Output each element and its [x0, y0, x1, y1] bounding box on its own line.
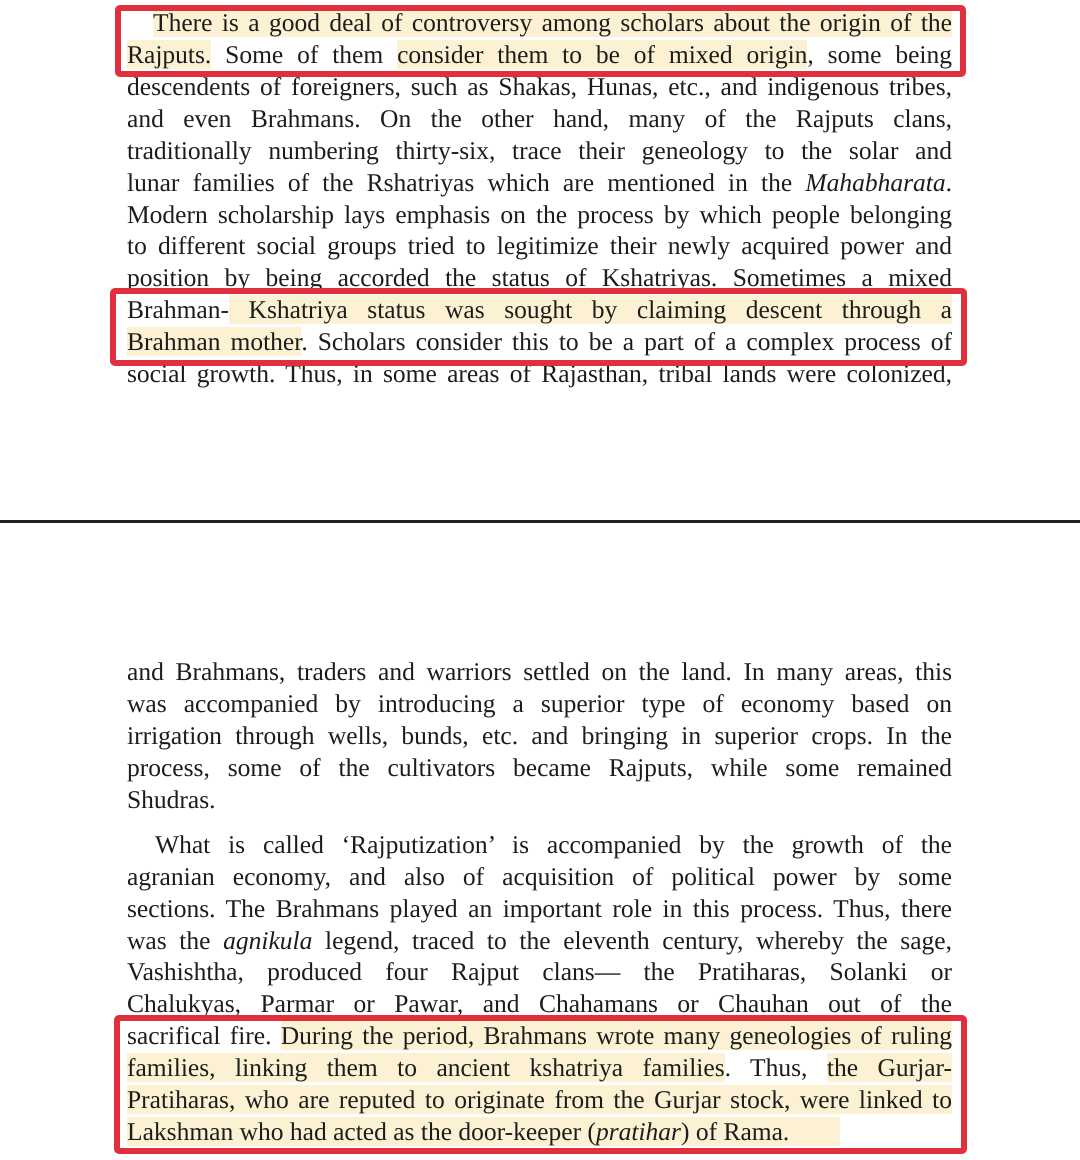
text-line: process, some of the cultivators became Rajputs, while some remained [127, 753, 952, 782]
text-line: Vashishtha, produced four Rajput clans— the Pratiharas, Solanki or [127, 957, 952, 986]
highlighted-text: consider them to be of mixed origin [397, 40, 808, 69]
text-line: Rajputs. Some of them consider them to be of mixed origin, some being [127, 40, 952, 69]
text-line: traditionally numbering thirty-six, trace their geneology to the solar and [127, 136, 952, 165]
highlighted-text: Pratiharas, who are reputed to originate from the Gurjar stock, were linked to [127, 1085, 952, 1114]
text-line: and even Brahmans. On the other hand, many of the Rajputs clans, [127, 104, 952, 133]
book-title: Mahabharata [805, 168, 946, 197]
italic-term: pratihar [595, 1117, 681, 1146]
italic-term: agnikula [223, 926, 313, 955]
text-line: to different social groups tried to legitimize their newly acquired power and [127, 231, 952, 260]
highlighted-text: the Gurjar- [826, 1053, 953, 1082]
highlighted-text: Kshatriya status was sought by claiming descent through a [228, 295, 952, 324]
page-top [0, 0, 1080, 392]
text-line: Brahman- Kshatriya status was sought by claiming descent through a [127, 295, 952, 324]
text-line: sacrifical fire. During the period, Brahmans wrote many geneologies of ruling [127, 1021, 952, 1050]
text-line [127, 7, 952, 39]
text-line: Chalukyas, Parmar or Pawar, and Chahamans or Chauhan out of the [127, 989, 952, 1018]
text-line [127, 1116, 952, 1148]
text-line: and Brahmans, traders and warriors settled on the land. In many areas, this [127, 657, 952, 686]
highlighted-text: families, linking them to ancient kshatriya families [127, 1053, 725, 1082]
text-line: descendents of foreigners, such as Shakas, Hunas, etc., and indigenous tribes, [127, 72, 952, 101]
text-line: agranian economy, and also of acquisition of political power by some [127, 862, 952, 891]
text-line: social growth. Thus, in some areas of Rajasthan, tribal lands were colonized, [127, 359, 952, 388]
page-divider [0, 520, 1080, 523]
highlighted-text: Brahman mother [127, 327, 302, 356]
highlighted-text: There is a good deal of controversy among scholars about the origin of the [153, 8, 952, 37]
text-line: families, linking them to ancient kshatriya families. Thus, the Gurjar- [127, 1053, 953, 1082]
text-line: was accompanied by introducing a superior type of economy based on [127, 689, 952, 718]
text-line [127, 1084, 952, 1116]
text-line: lunar families of the Rshatriyas which are mentioned in the Mahabharata. [127, 168, 952, 197]
text-line: irrigation through wells, bunds, etc. and bringing in superior crops. In the [127, 721, 952, 750]
text-line: Brahman mother. Scholars consider this to be a part of a complex process of [127, 327, 953, 356]
text-line: sections. The Brahmans played an important role in this process. Thus, there [127, 894, 952, 923]
text-line: Modern scholarship lays emphasis on the process by which people belonging [127, 200, 952, 229]
text-line: position by being accorded the status of Kshatriyas. Sometimes a mixed [127, 263, 952, 292]
text-line: Shudras. [127, 785, 216, 814]
highlighted-text: Rajputs. [127, 40, 212, 69]
highlighted-text: During the period, Brahmans wrote many geneologies of ruling [280, 1021, 952, 1050]
page-bottom [0, 655, 1080, 1155]
highlighted-text: Lakshman who had acted as the door-keeper (pratihar) of Rama. [127, 1117, 840, 1146]
text-line: was the agnikula legend, traced to the eleventh century, whereby the sage, [127, 926, 952, 955]
text-line: What is called ‘Rajputization’ is accompanied by the growth of the [155, 830, 952, 859]
